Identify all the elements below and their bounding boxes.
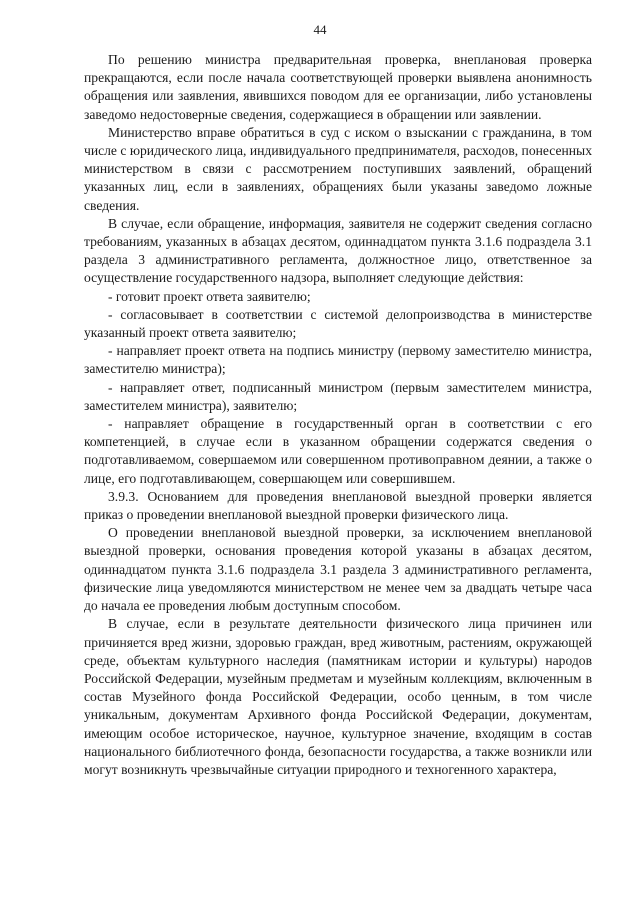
paragraph-3-9-3: 3.9.3. Основанием для проведения внеплановой выездной проверки является приказ о проведении внеплановой выездной проверки физического лица.	[84, 488, 592, 523]
list-item-send-answer: - направляет ответ, подписанный министром (первым заместителем министра, заместителем министра), заявителю;	[84, 379, 592, 413]
paragraph-notification: О проведении внеплановой выездной проверки, за исключением внеплановой выездной проверки, основания проведения которой указаны в абзацах десятом, одиннадцатом пункта 3.1.6 подраздела 3.1 раздела 3 административного регламента, физические лица уведомляются министерством не менее чем за двадцать четыре часа до начала ее проведения любым доступным способом.	[84, 525, 592, 614]
paragraph-check-termination: По решению министра предварительная проверка, внеплановая проверка прекращаются, если после начала соответствующей проверки выявлена анонимность обращения или заявления, явившихся поводом для ее организации, либо установлены заведомо недостоверные сведения, содержащиеся в обращении или заявлении.	[84, 52, 592, 122]
paragraph-court-claim: Министерство вправе обратиться в суд с иском о взыскании с гражданина, в том числе с юридического лица, индивидуального предпринимателя, расходов, понесенных министерством в связи с рассмотрением поступивших заявлений, обращений указанных лиц, если в заявлениях, обращениях были указаны заведомо ложные сведения.	[84, 124, 592, 213]
list-item-approve-draft: - согласовывает в соответствии с системой делопроизводства в министерстве указанный проект ответа заявителю;	[84, 306, 592, 341]
page-number: 44	[313, 22, 327, 37]
list-item-send-for-signature: - направляет проект ответа на подпись министру (первому заместителю министра, заместителю министра);	[84, 343, 592, 377]
paragraph-missing-info: В случае, если обращение, информация, заявителя не содержит сведения согласно требованиям, указанных в абзацах десятом, одиннадцатом пункта 3.1.6 подраздела 3.1 раздела 3 административного регламента, должностное лицо, ответственное за осуществление государственного надзора, выполняет следующие действия:	[84, 215, 592, 286]
paragraph-harm-case: В случае, если в результате деятельности физического лица причинен или причиняется вред жизни, здоровью граждан, вред животным, растениям, окружающей среде, объектам культурного наследия (памятникам истории и культуры) народов Российской Федерации, музейным предметам и музейным коллекциям, включенным в состав Музейного фонда Российской Федерации, особо ценным, в том числе уникальным, документам Архивного фонда Российской Федерации, документам, имеющим особое историческое, научное, культурное значение, входящим в состав национального библиотечного фонда, безопасности государства, а также возникли или могут возникнуть чрезвычайные ситуации природного и техногенного характера,	[84, 616, 592, 777]
list-item-forward-to-authority: - направляет обращение в государственный орган в соответствии с его компетенцией, в случае если в указанном обращении содержатся сведения о подготавливаемом, совершаемом или совершенном противоправном деянии, а также о лице, его подготавливающем, совершающем или совершившем.	[84, 416, 592, 486]
document-body	[84, 51, 592, 779]
list-item-prepare-draft: - готовит проект ответа заявителю;	[108, 288, 311, 304]
